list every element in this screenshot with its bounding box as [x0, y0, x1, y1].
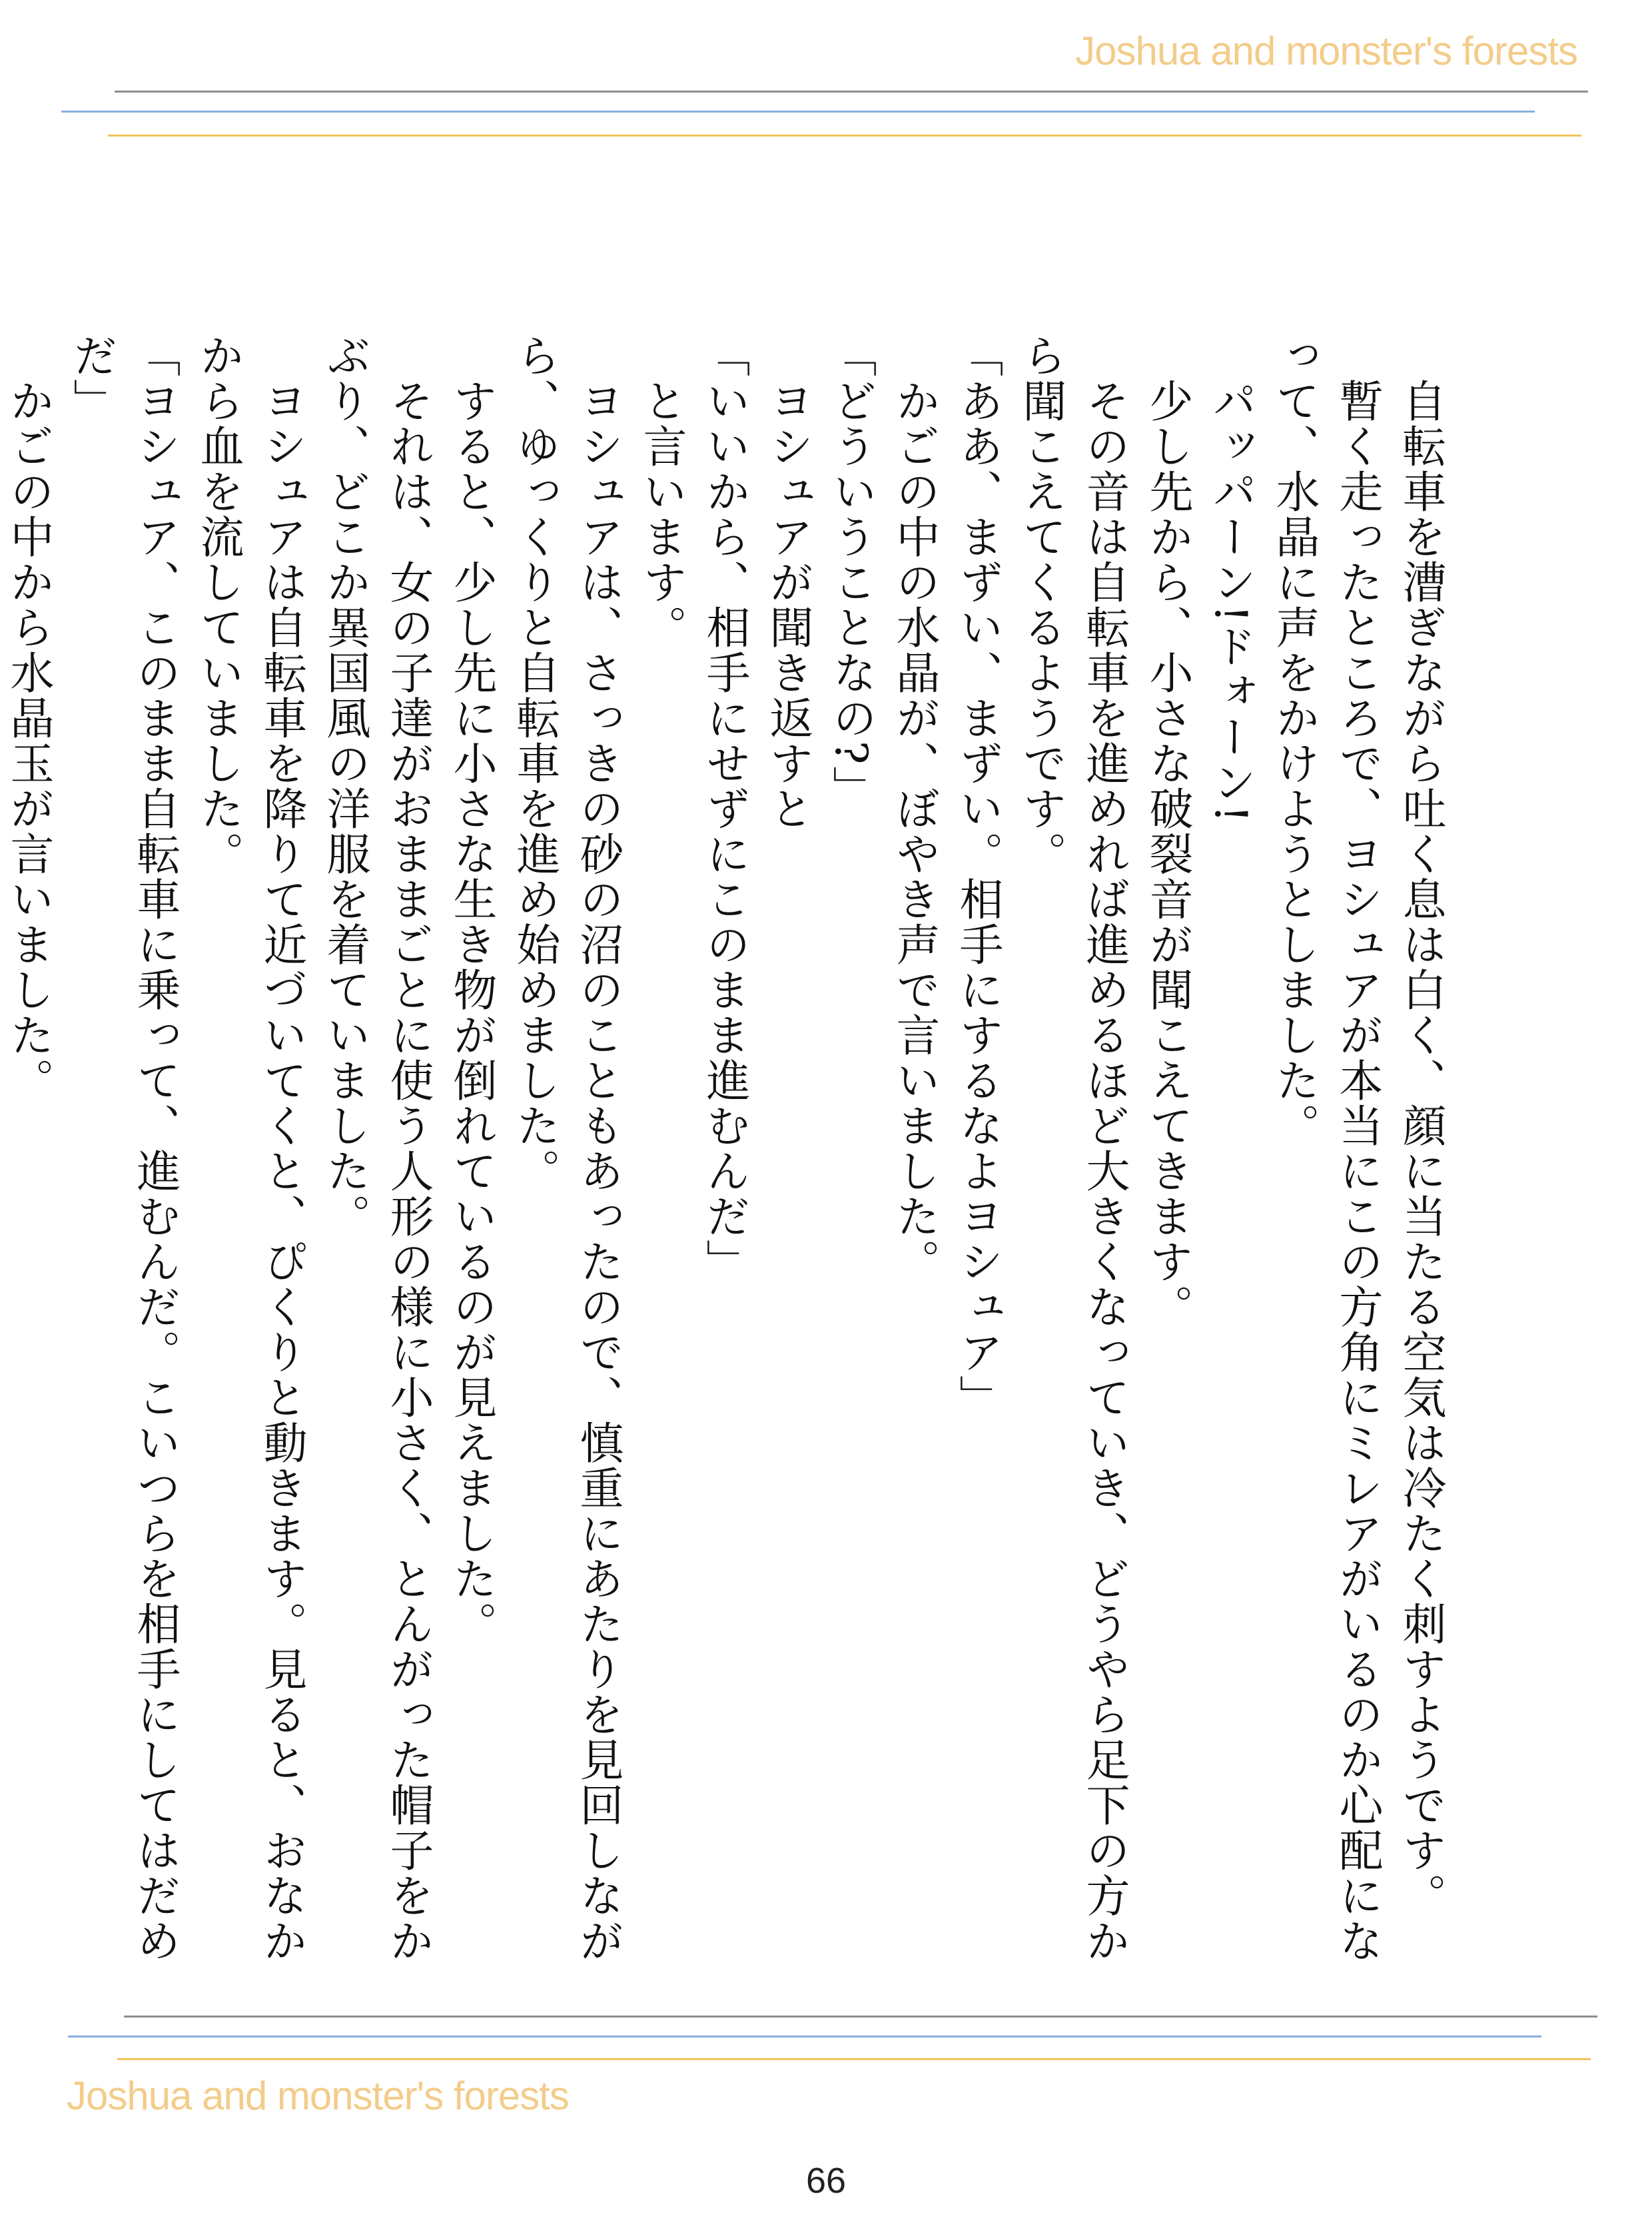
footer-rule-blue: [68, 2036, 1541, 2038]
header-rule-yellow: [108, 135, 1581, 137]
paragraph: ヨシュアは、さっきの砂の沼のこともあったので、慎重にあたりを見回しながら、ゆっくりと自転車を進め始めました。: [509, 333, 623, 1964]
paragraph: 「ヨシュア、このまま自転車に乗って、進むんだ。こいつらを相手にしてはだめだ」: [66, 333, 181, 1964]
paragraph: 暫く走ったところで、ヨシュアが本当にこの方角にミレアがいるのか心配になって、水晶に声をかけようとしました。: [1268, 333, 1383, 1964]
paragraph: それは、女の子達がおままごとに使う人形の様に小さく、とんがった帽子をかぶり、どこか異国風の洋服を着ていました。: [319, 333, 434, 1964]
header-title: Joshua and monster's forests: [1075, 29, 1577, 73]
paragraph: ヨシュアは自転車を降りて近づいてくと、ぴくりと動きます。見ると、おなかから血を流していました。: [193, 333, 307, 1964]
footer-rule-gray: [124, 2016, 1597, 2018]
footer-rule-yellow: [117, 2058, 1591, 2060]
body-text: [3, 333, 1452, 1965]
paragraph: すると、少し先に小さな生き物が倒れているのが見えました。: [446, 333, 497, 1647]
header-rule-gray: [115, 91, 1588, 93]
paragraph: 少し先から、小さな破裂音が聞こえてきます。: [1142, 333, 1193, 1329]
header-rule-blue: [61, 111, 1535, 113]
footer-title: Joshua and monster's forests: [67, 2073, 569, 2118]
paragraph: と言います。: [635, 333, 687, 650]
paragraph: その音は自転車を進めれば進めるほど大きくなっていき、どうやら足下の方から聞こえてくるようです。: [1015, 333, 1130, 1964]
paragraph: ヨシュアが聞き返すと: [762, 333, 813, 831]
paragraph: パッパーン!ドォーン!: [1205, 333, 1256, 825]
paragraph: 自転車を漕ぎながら吐く息は白く、顔に当たる空気は冷たく刺すようです。: [1395, 333, 1446, 1918]
paragraph: 「どういうことなの?」: [825, 333, 877, 811]
paragraph: 「いいから、相手にせずにこのまま進むんだ」: [699, 333, 750, 1284]
paragraph: 「ああ、まずい、まずい。相手にするなよヨシュア」: [952, 333, 1003, 1420]
paragraph: かごの中から水晶玉が言いました。: [3, 333, 54, 1103]
paragraph: かごの中の水晶が、ぼやき声で言いました。: [889, 333, 940, 1284]
page-number: 66: [805, 2161, 847, 2201]
